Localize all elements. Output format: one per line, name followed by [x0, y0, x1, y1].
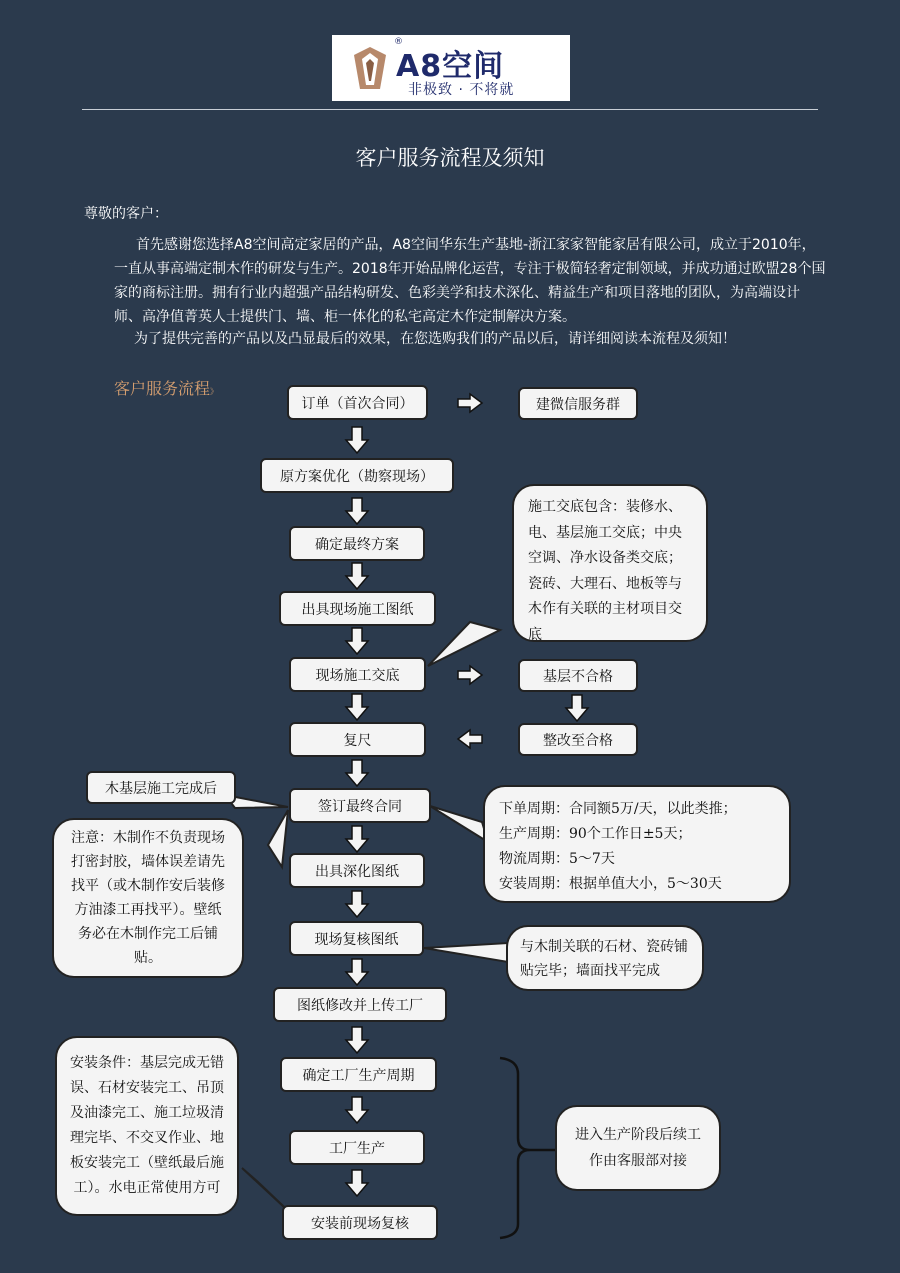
step-detail-drawings: 出具深化图纸 [289, 853, 425, 888]
step-final-contract: 签订最终合同 [289, 788, 431, 823]
right-arrow-unqualified [458, 666, 482, 684]
right-arrow-wechat [458, 394, 482, 412]
down-arrow-12 [346, 1170, 368, 1196]
down-arrow-9 [346, 959, 368, 985]
intro-paragraph: 首先感谢您选择A8空间高定家居的产品，A8空间华东生产基地-浙江家家智能家居有限公司，成立于2010年，一直从事高端定制木作的研发与生产。2018年开始品牌化运营，专注于极简轻奢定制领域，并成功通过欧盟28个国家的商标注册。拥有行业内超强产品结构研发、色彩美学和技术深化、精益生产和项目落地的团队，为高端设计师、高净值菁英人士提供门、墙、柜一体化的私宅高定木作定制解决方案。 [114, 237, 826, 325]
down-arrow-8 [346, 891, 368, 917]
attention-note: 注意：木制作不负责现场打密封胶，墙体误差请先找平（或木制作安后装修方油漆工再找平）。壁纸务必在木制作完工后铺贴。 [52, 818, 244, 978]
handover-bubble-tail [428, 622, 500, 666]
down-arrow-6 [346, 760, 368, 786]
cycle-logistics: 物流周期：5～7天 [499, 851, 615, 867]
greeting: 尊敬的客户： [84, 206, 168, 222]
unqualified-box: 基层不合格 [518, 659, 638, 692]
rectify-box: 整改至合格 [518, 723, 638, 756]
step-final-plan: 确定最终方案 [289, 526, 425, 561]
production-brace [500, 1058, 530, 1238]
wood-base-box: 木基层施工完成后 [86, 771, 236, 804]
down-arrow-4 [346, 628, 368, 654]
logo-brand: A8空间 [396, 49, 505, 84]
wechat-group-box: 建微信服务群 [518, 387, 638, 420]
step-preinstall-review: 安装前现场复核 [282, 1205, 438, 1240]
down-arrow-3 [346, 563, 368, 589]
cycle-installation: 安装周期：根据单值大小，5～30天 [499, 876, 722, 892]
down-arrow-10 [346, 1027, 368, 1053]
registered-mark: ® [394, 37, 403, 47]
logo-slogan: 非极致 · 不将就 [408, 82, 515, 98]
left-arrow-rectify [458, 730, 482, 748]
cycle-production: 生产周期：90个工作日±5天； [499, 826, 692, 842]
step-upload-factory: 图纸修改并上传工厂 [273, 987, 447, 1022]
down-arrow-5 [346, 694, 368, 720]
install-note: 安装条件：基层完成无错误、石材安装完工、吊顶及油漆完工、施工垃圾清理完毕、不交叉作业、地板安装完工（壁纸最后施工）。水电正常使用方可 [55, 1036, 239, 1216]
step-remeasure: 复尺 [289, 722, 426, 757]
cycle-order: 下单周期：合同额5万/天，以此类推； [499, 801, 737, 817]
down-arrow-1 [346, 427, 368, 453]
section-title-text: 客户服务流程 [114, 379, 211, 398]
down-arrow-7 [346, 826, 368, 852]
intro-notice: 为了提供完善的产品以及凸显最后的效果，在您选购我们的产品以后，请详细阅读本流程及须知！ [134, 331, 736, 347]
section-title-mark: 》 [210, 387, 219, 396]
down-arrow-unqualified [566, 695, 588, 721]
down-arrow-2 [346, 498, 368, 524]
step-production-cycle: 确定工厂生产周期 [280, 1057, 437, 1092]
production-note: 进入生产阶段后续工作由客服部对接 [555, 1105, 721, 1191]
step-plan-optimize: 原方案优化（勘察现场） [260, 458, 454, 493]
down-arrow-11 [346, 1097, 368, 1123]
review-note: 与木制关联的石材、瓷砖铺贴完毕；墙面找平完成 [506, 925, 704, 991]
step-site-handover: 现场施工交底 [289, 657, 426, 692]
cycles-bubble-tail [430, 806, 488, 842]
step-site-drawings: 出具现场施工图纸 [279, 591, 436, 626]
step-review-drawings: 现场复核图纸 [289, 921, 424, 956]
review-bubble-tail [424, 943, 508, 962]
handover-note: 施工交底包含：装修水、电、基层施工交底；中央空调、净水设备类交底；瓷砖、大理石、地板等与木作有关联的主材项目交底 [512, 484, 708, 642]
step-order: 订单（首次合同） [287, 385, 428, 420]
step-factory-production: 工厂生产 [289, 1130, 425, 1165]
cycles-note [483, 785, 791, 903]
attention-bubble-tail [268, 810, 288, 867]
page-title: 客户服务流程及须知 [355, 146, 545, 170]
